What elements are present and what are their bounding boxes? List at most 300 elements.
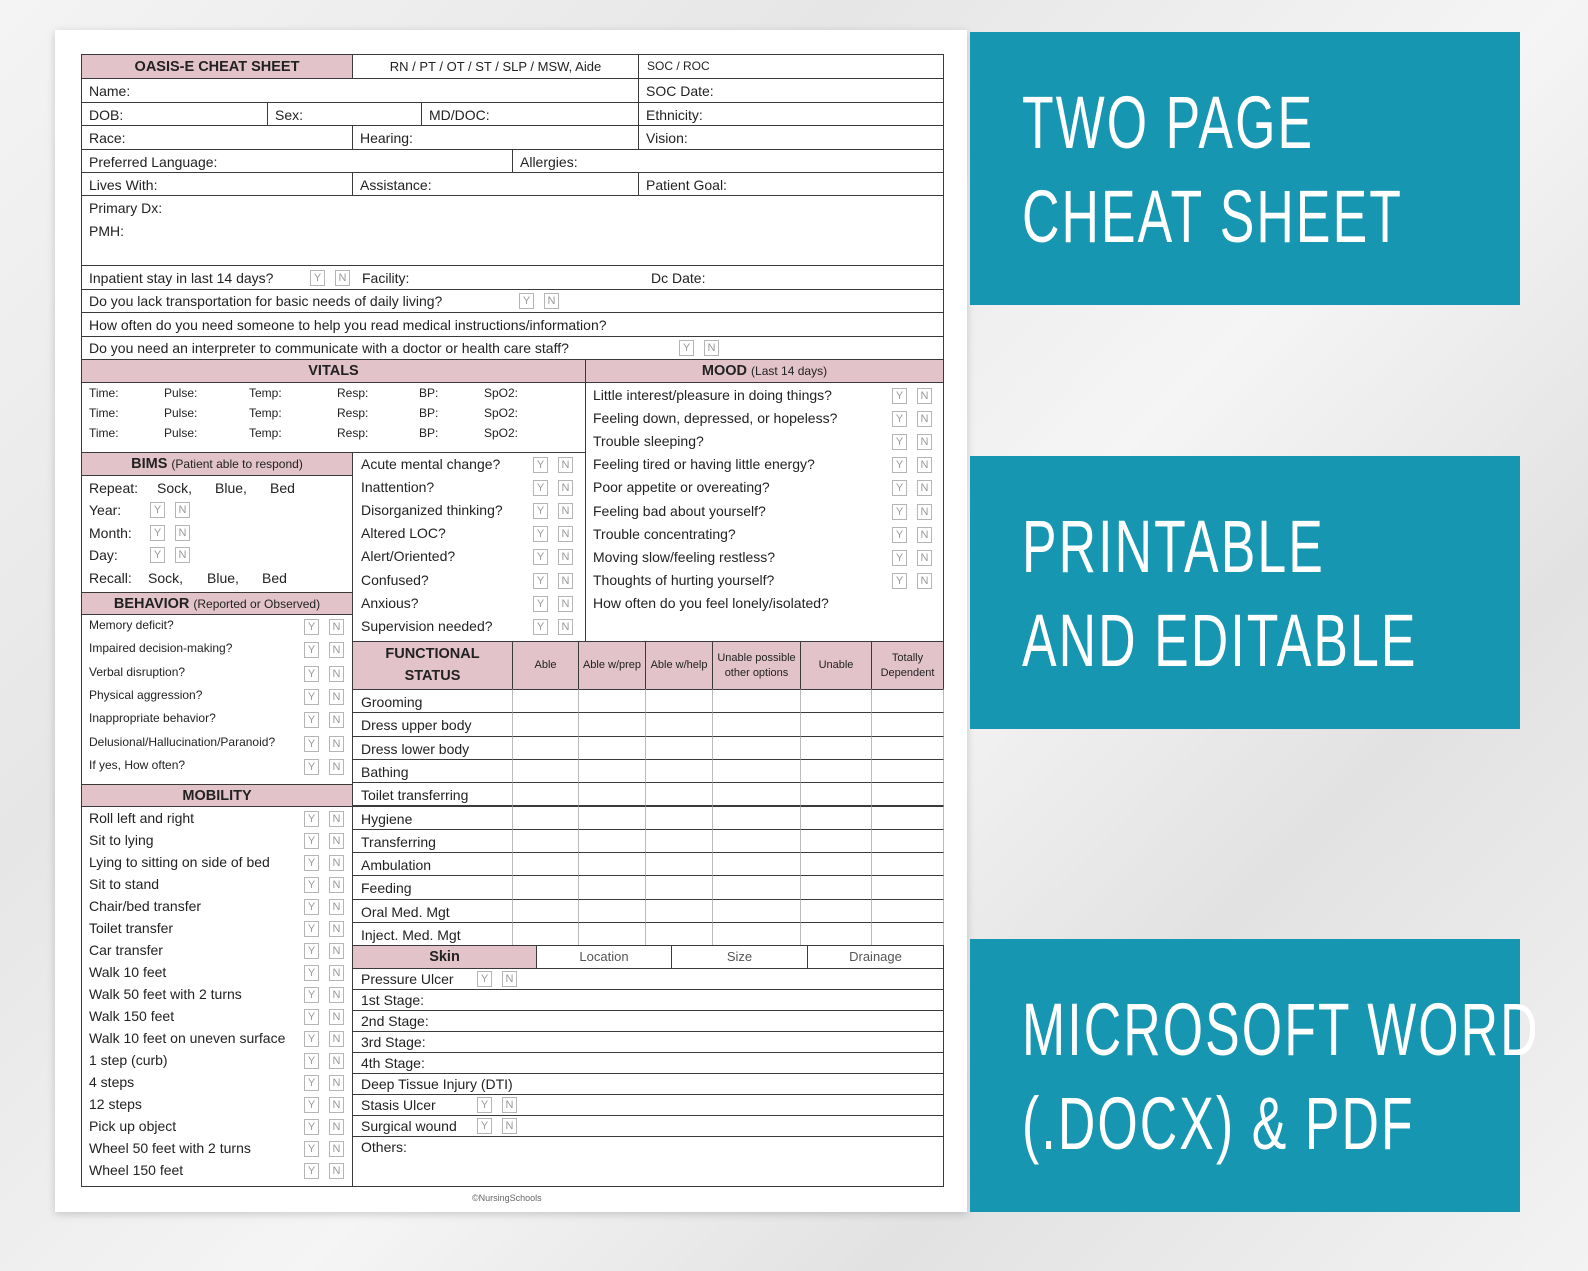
yes-checkbox[interactable]: Y [304,1163,319,1179]
functional-checkbox-cell[interactable] [800,806,872,830]
no-checkbox[interactable]: N [917,388,932,404]
diagnosis-field [81,195,944,266]
dob-label: DOB: [89,107,124,123]
no-checkbox[interactable]: N [544,293,559,309]
functional-checkbox-cell[interactable] [578,875,646,899]
functional-checkbox-cell[interactable] [578,899,646,923]
no-checkbox[interactable]: N [502,971,517,987]
mood-question: Feeling tired or having little energy? [593,456,815,473]
yes-checkbox[interactable]: Y [304,1075,319,1091]
mood-header [585,359,944,383]
yes-checkbox[interactable]: Y [304,619,319,635]
skin-item: Surgical wound [361,1118,457,1134]
vitals-label: Time: [89,426,119,440]
functional-checkbox-cell[interactable] [645,782,713,806]
functional-checkbox-cell[interactable] [645,852,713,876]
yes-checkbox[interactable]: Y [304,1053,319,1069]
behavior-question: Impaired decision-making? [89,641,233,656]
promo-text: MICROSOFT WORD [1022,988,1540,1071]
goal-label: Patient Goal: [646,177,727,193]
vitals-label: Time: [89,386,119,400]
no-checkbox[interactable]: N [917,550,932,566]
no-checkbox[interactable]: N [175,502,190,518]
mood-question: Thoughts of hurting yourself? [593,571,775,588]
vitals-label: Temp: [249,406,282,420]
pmh-label: PMH: [89,223,124,239]
functional-checkbox-cell[interactable] [800,782,872,806]
mobility-item: Chair/bed transfer [89,898,202,914]
functional-checkbox-cell[interactable] [800,899,872,923]
functional-activity: Feeding [361,880,412,897]
yes-checkbox[interactable]: Y [533,619,548,635]
yes-checkbox[interactable]: Y [304,666,319,682]
inpatient-question: Inpatient stay in last 14 days? [89,270,274,286]
yes-checkbox[interactable]: Y [892,457,907,473]
no-checkbox[interactable]: N [329,666,344,682]
skin-item: 4th Stage: [361,1055,425,1071]
yes-checkbox[interactable]: Y [892,504,907,520]
functional-checkbox-cell[interactable] [645,875,713,899]
functional-checkbox-cell[interactable] [578,689,646,713]
functional-checkbox-cell[interactable] [871,922,944,946]
yes-checkbox[interactable]: Y [533,573,548,589]
mobility-item: Pick up object [89,1118,177,1134]
no-checkbox[interactable]: N [558,480,573,496]
behavior-question: If yes, How often? [89,757,186,772]
mobility-header [81,784,353,807]
vitals-label: Time: [89,406,119,420]
no-checkbox[interactable]: N [329,1097,344,1113]
mood-question: Little interest/pleasure in doing things? [593,387,832,403]
mobility-item: Lying to sitting on side of bed [89,854,270,870]
behavior-question: Inappropriate behavior? [89,711,216,726]
functional-checkbox-cell[interactable] [645,899,713,923]
functional-checkbox-cell[interactable] [712,875,801,899]
functional-checkbox-cell[interactable] [800,852,872,876]
no-checkbox[interactable]: N [329,877,344,893]
functional-checkbox-cell[interactable] [645,829,713,853]
functional-checkbox-cell[interactable] [578,782,646,806]
lives-with-label: Lives With: [89,177,158,193]
functional-checkbox-cell[interactable] [578,712,646,736]
yes-checkbox[interactable]: Y [892,550,907,566]
mood-question: Poor appetite or overeating? [593,479,770,496]
mobility-item: Roll left and right [89,810,195,826]
no-checkbox[interactable]: N [329,736,344,752]
functional-checkbox-cell[interactable] [800,875,872,899]
cognition-question: Disorganized thinking? [361,502,503,519]
functional-checkbox-cell[interactable] [578,829,646,853]
no-checkbox[interactable]: N [175,525,190,541]
functional-checkbox-cell[interactable] [712,712,801,736]
repeat-word: Sock, [157,480,193,496]
skin-column-header: Size [671,945,808,969]
no-checkbox[interactable]: N [704,340,719,356]
vision-label: Vision: [646,130,688,146]
skin-item: 2nd Stage: [361,1013,429,1029]
no-checkbox[interactable]: N [329,619,344,635]
assistance-label: Assistance: [360,177,432,193]
race-label: Race: [89,130,126,146]
functional-checkbox-cell[interactable] [578,922,646,946]
yes-checkbox[interactable]: Y [533,503,548,519]
yes-checkbox[interactable]: Y [533,526,548,542]
yes-checkbox[interactable]: Y [310,270,325,286]
no-checkbox[interactable]: N [329,1009,344,1025]
yes-checkbox[interactable]: Y [304,899,319,915]
copyright: ©NursingSchools [472,1193,542,1203]
skin-row [352,1094,944,1116]
functional-checkbox-cell[interactable] [512,852,579,876]
no-checkbox[interactable]: N [329,689,344,705]
functional-checkbox-cell[interactable] [871,689,944,713]
no-checkbox[interactable]: N [329,833,344,849]
year-label: Year: [89,502,122,518]
no-checkbox[interactable]: N [329,1053,344,1069]
skin-row [352,1010,944,1032]
yes-checkbox[interactable]: Y [304,642,319,658]
mood-question: Feeling down, depressed, or hopeless? [593,410,838,427]
functional-checkbox-cell[interactable] [645,759,713,783]
recall-word: Recall: [89,570,132,586]
yes-checkbox[interactable]: Y [304,689,319,705]
yes-checkbox[interactable]: Y [477,1118,492,1134]
functional-checkbox-cell[interactable] [712,736,801,760]
functional-checkbox-cell[interactable] [645,712,713,736]
functional-checkbox-cell[interactable] [871,829,944,853]
skin-item: Others: [361,1139,407,1155]
yes-checkbox[interactable]: Y [892,411,907,427]
functional-checkbox-cell[interactable] [578,852,646,876]
no-checkbox[interactable]: N [558,596,573,612]
functional-column-header: Able [512,641,579,690]
sex-label: Sex: [275,107,304,123]
functional-checkbox-cell[interactable] [645,806,713,830]
functional-checkbox-cell[interactable] [871,759,944,783]
functional-column-header: Able w/help [645,641,713,690]
lonely-question: How often do you feel lonely/isolated? [593,595,829,611]
mobility-item: Walk 10 feet on uneven surface [89,1030,286,1046]
yes-checkbox[interactable]: Y [304,943,319,959]
yes-checkbox[interactable]: Y [892,573,907,589]
no-checkbox[interactable]: N [335,270,350,286]
yes-checkbox[interactable]: Y [304,1097,319,1113]
vitals-label: Pulse: [164,406,198,420]
yes-checkbox[interactable]: Y [892,388,907,404]
recall-word: Sock, [148,570,184,586]
functional-checkbox-cell[interactable] [800,759,872,783]
disciplines-cell [352,54,639,79]
functional-checkbox-cell[interactable] [512,689,579,713]
no-checkbox[interactable]: N [329,899,344,915]
yes-checkbox[interactable]: Y [477,971,492,987]
month-label: Month: [89,525,132,541]
yes-checkbox[interactable]: Y [304,1031,319,1047]
sheet-title [81,54,353,79]
functional-activity: Transferring [361,833,436,850]
mobility-item: Sit to lying [89,832,154,848]
mood-question: Feeling bad about yourself? [593,502,766,519]
no-checkbox[interactable]: N [329,965,344,981]
mobility-item: Sit to stand [89,876,160,892]
no-checkbox[interactable]: N [329,943,344,959]
yes-checkbox[interactable]: Y [304,987,319,1003]
functional-activity: Inject. Med. Mgt [361,927,461,943]
no-checkbox[interactable]: N [329,1141,344,1157]
promo-text: (.DOCX) & PDF [1022,1082,1415,1165]
functional-activity: Bathing [361,763,409,780]
no-checkbox[interactable]: N [175,547,190,563]
md-label: MD/DOC: [429,107,490,123]
yes-checkbox[interactable]: Y [304,1119,319,1135]
yes-checkbox[interactable]: Y [304,1141,319,1157]
cognition-question: Altered LOC? [361,525,446,542]
yes-checkbox[interactable]: Y [533,596,548,612]
section-title: FUNCTIONAL STATUS [385,645,480,684]
functional-checkbox-cell[interactable] [800,736,872,760]
no-checkbox[interactable]: N [558,457,573,473]
no-checkbox[interactable]: N [917,434,932,450]
visit-type: SOC / ROC [647,59,710,73]
primary-dx-label: Primary Dx: [89,200,163,216]
vitals-label: SpO2: [484,386,519,400]
no-checkbox[interactable]: N [917,573,932,589]
behavior-question: Delusional/Hallucination/Paranoid? [89,734,276,749]
section-title: MOOD [701,363,748,379]
vitals-label: Temp: [249,426,282,440]
behavior-question: Physical aggression? [89,687,203,702]
yes-checkbox[interactable]: Y [892,480,907,496]
no-checkbox[interactable]: N [329,642,344,658]
no-checkbox[interactable]: N [329,921,344,937]
section-subtitle: (Patient able to respond) [171,457,303,471]
behavior-header [81,592,353,615]
transport-question: Do you lack transportation for basic needs of daily living? [89,293,443,309]
mood-question: Trouble sleeping? [593,433,704,450]
functional-checkbox-cell[interactable] [512,922,579,946]
yes-checkbox[interactable]: Y [533,457,548,473]
hearing-label: Hearing: [360,130,413,146]
yes-checkbox[interactable]: Y [679,340,694,356]
functional-activity: Oral Med. Mgt [361,903,450,920]
cognition-question: Acute mental change? [361,456,501,472]
no-checkbox[interactable]: N [917,411,932,427]
yes-checkbox[interactable]: Y [304,855,319,871]
recall-word: Bed [262,570,287,586]
no-checkbox[interactable]: N [329,855,344,871]
yes-checkbox[interactable]: Y [304,736,319,752]
yes-checkbox[interactable]: Y [304,965,319,981]
yes-checkbox[interactable]: Y [304,811,319,827]
functional-activity: Dress upper body [361,717,472,734]
functional-checkbox-cell[interactable] [712,806,801,830]
no-checkbox[interactable]: N [558,526,573,542]
language-label: Preferred Language: [89,154,218,170]
yes-checkbox[interactable]: Y [304,877,319,893]
functional-checkbox-cell[interactable] [578,806,646,830]
functional-checkbox-cell[interactable] [512,712,579,736]
no-checkbox[interactable]: N [558,549,573,565]
functional-checkbox-cell[interactable] [712,689,801,713]
facility-label: Facility: [362,270,410,286]
no-checkbox[interactable]: N [329,987,344,1003]
allergies-label: Allergies: [520,154,578,170]
functional-activity: Grooming [361,694,423,710]
functional-checkbox-cell[interactable] [512,759,579,783]
functional-checkbox-cell[interactable] [800,689,872,713]
cognition-question: Anxious? [361,594,419,611]
vitals-label: Temp: [249,386,282,400]
vitals-label: Pulse: [164,386,198,400]
functional-checkbox-cell[interactable] [645,689,713,713]
yes-checkbox[interactable]: Y [533,549,548,565]
no-checkbox[interactable]: N [329,811,344,827]
promo-panel [970,456,1520,729]
promo-text: TWO PAGE [1022,81,1315,164]
promo-text: CHEAT SHEET [1022,175,1403,258]
mobility-item: 4 steps [89,1074,135,1090]
functional-checkbox-cell[interactable] [871,852,944,876]
functional-checkbox-cell[interactable] [578,759,646,783]
functional-checkbox-cell[interactable] [512,806,579,830]
functional-column-header: Totally Dependent [871,641,944,690]
soc-date-label: SOC Date: [646,83,714,99]
functional-checkbox-cell[interactable] [712,829,801,853]
functional-activity: Ambulation [361,857,432,874]
yes-checkbox[interactable]: Y [304,833,319,849]
skin-item: 3rd Stage: [361,1034,426,1050]
no-checkbox[interactable]: N [329,1031,344,1047]
yes-checkbox[interactable]: Y [150,525,165,541]
behavior-question: Verbal disruption? [89,664,186,679]
promo-text: AND EDITABLE [1022,599,1418,682]
no-checkbox[interactable]: N [329,759,344,775]
cognition-question: Supervision needed? [361,617,493,634]
no-checkbox[interactable]: N [917,527,932,543]
yes-checkbox[interactable]: Y [304,712,319,728]
cognition-question: Alert/Oriented? [361,548,456,565]
skin-row [352,1052,944,1074]
yes-checkbox[interactable]: Y [533,480,548,496]
skin-item: Stasis Ulcer [361,1097,436,1113]
section-title: MOBILITY [182,787,252,804]
functional-checkbox-cell[interactable] [645,922,713,946]
yes-checkbox[interactable]: Y [519,293,534,309]
mobility-item: Wheel 150 feet [89,1162,184,1178]
section-title: VITALS [308,363,359,379]
no-checkbox[interactable]: N [329,1119,344,1135]
functional-checkbox-cell[interactable] [800,829,872,853]
functional-checkbox-cell[interactable] [712,922,801,946]
functional-checkbox-cell[interactable] [512,875,579,899]
functional-checkbox-cell[interactable] [871,782,944,806]
functional-column-header: Unable possible other options [712,641,801,690]
no-checkbox[interactable]: N [502,1118,517,1134]
functional-checkbox-cell[interactable] [871,806,944,830]
vitals-label: Resp: [337,406,369,420]
vitals-label: SpO2: [484,426,519,440]
no-checkbox[interactable]: N [558,619,573,635]
mobility-item: 1 step (curb) [89,1052,168,1068]
yes-checkbox[interactable]: Y [304,1009,319,1025]
section-subtitle: (Reported or Observed) [193,596,321,611]
vitals-header [81,359,586,383]
functional-checkbox-cell[interactable] [512,899,579,923]
no-checkbox[interactable]: N [329,1075,344,1091]
cognition-question: Inattention? [361,479,435,496]
functional-checkbox-cell[interactable] [712,759,801,783]
mobility-item: 12 steps [89,1096,142,1112]
functional-column-header: Unable [800,641,872,690]
yes-checkbox[interactable]: Y [150,547,165,563]
yes-checkbox[interactable]: Y [892,527,907,543]
functional-checkbox-cell[interactable] [512,736,579,760]
functional-activity: Dress lower body [361,740,470,757]
repeat-word: Blue, [215,480,247,496]
no-checkbox[interactable]: N [329,1163,344,1179]
functional-activity: Toilet transferring [361,787,469,804]
mobility-item: Walk 50 feet with 2 turns [89,986,242,1002]
functional-checkbox-cell[interactable] [800,712,872,736]
mood-question: Moving slow/feeling restless? [593,548,776,565]
yes-checkbox[interactable]: Y [150,502,165,518]
functional-checkbox-cell[interactable] [712,899,801,923]
yes-checkbox[interactable]: Y [477,1097,492,1113]
skin-column-header: Location [536,945,672,969]
mobility-item: Walk 10 feet [89,964,167,980]
no-checkbox[interactable]: N [917,457,932,473]
functional-checkbox-cell[interactable] [512,829,579,853]
skin-row [352,1136,944,1187]
mobility-item: Toilet transfer [89,920,174,936]
functional-checkbox-cell[interactable] [712,852,801,876]
functional-checkbox-cell[interactable] [871,712,944,736]
no-checkbox[interactable]: N [917,480,932,496]
yes-checkbox[interactable]: Y [304,759,319,775]
ethnicity-label: Ethnicity: [646,107,703,123]
no-checkbox[interactable]: N [558,503,573,519]
bims-header [81,452,353,476]
functional-checkbox-cell[interactable] [871,736,944,760]
functional-checkbox-cell[interactable] [645,736,713,760]
skin-header [352,945,537,969]
no-checkbox[interactable]: N [329,712,344,728]
functional-checkbox-cell[interactable] [512,782,579,806]
functional-checkbox-cell[interactable] [800,922,872,946]
no-checkbox[interactable]: N [558,573,573,589]
cognition-question: Confused? [361,571,429,588]
promo-panel [970,32,1520,305]
no-checkbox[interactable]: N [502,1097,517,1113]
functional-checkbox-cell[interactable] [712,782,801,806]
functional-checkbox-cell[interactable] [578,736,646,760]
functional-checkbox-cell[interactable] [871,875,944,899]
functional-checkbox-cell[interactable] [871,899,944,923]
skin-item: Pressure Ulcer [361,971,454,987]
dc-date-label: Dc Date: [651,270,706,286]
vitals-label: SpO2: [484,406,519,420]
vitals-label: BP: [419,426,439,440]
no-checkbox[interactable]: N [917,504,932,520]
behavior-question: Memory deficit? [89,618,174,632]
repeat-word: Repeat: [89,480,139,496]
yes-checkbox[interactable]: Y [304,921,319,937]
read-help-question: How often do you need someone to help you read medical instructions/information? [89,317,607,333]
section-title: BIMS [131,456,168,472]
yes-checkbox[interactable]: Y [892,434,907,450]
skin-row [352,1031,944,1053]
section-title: OASIS-E CHEAT SHEET [134,58,300,75]
